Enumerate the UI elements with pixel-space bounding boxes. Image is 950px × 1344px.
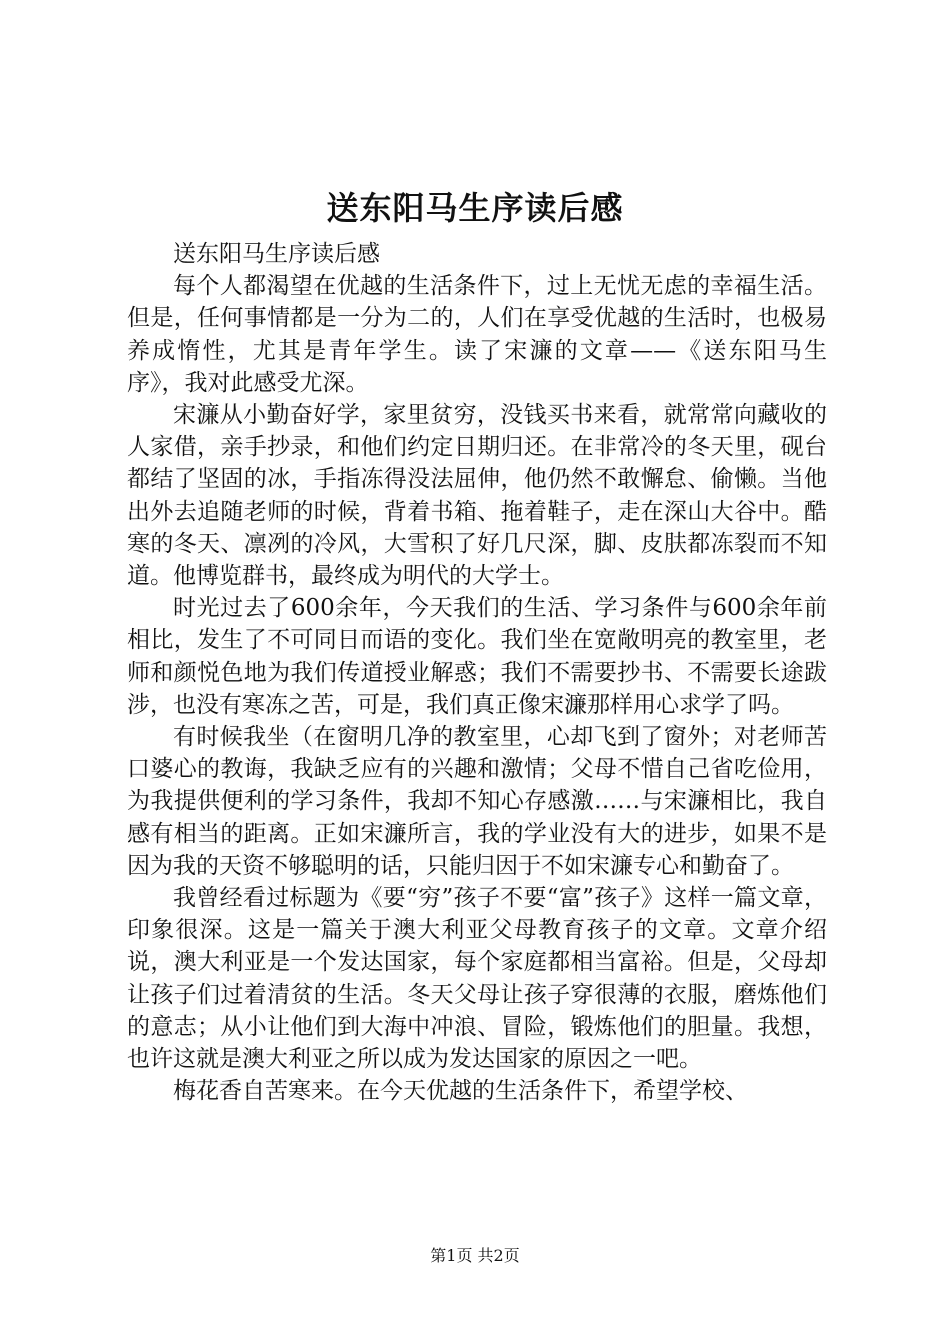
paragraph-subtitle: 送东阳马生序读后感 — [173, 241, 380, 267]
paragraph: 梅花香自苦寒来。在今天优越的生活条件下，希望学校、 — [173, 1078, 748, 1105]
document-title: 送东阳马生序读后感 — [326, 189, 624, 227]
paragraph: 宋濂从小勤奋好学，家里贫穷，没钱买书来看，就常常向藏收的人家借，亲手抄录，和他们约定日期归还。在非常冷的冬天里，砚台都结了坚固的冰，手指冻得没法屈伸，他仍然不敢懈怠、偷懒。当他出外去追随老师的时候，背着书箱、拖着鞋子，走在深山大谷中。酷寒的冬天、凛冽的冷风，大雪积了好几尺深，脚、皮肤都冻裂而不知道。他博览群书，最终成为明代的大学士。 — [127, 402, 827, 590]
paragraph: 时光过去了600余年，今天我们的生活、学习条件与600余年前相比，发生了不可同日而语的变化。我们坐在宽敞明亮的教室里，老师和颜悦色地为我们传道授业解惑；我们不需要抄书、不需要长途跋涉，也没有寒冻之苦，可是，我们真正像宋濂那样用心求学了吗。 — [127, 595, 827, 718]
page-footer: 第1页 共2页 — [430, 1246, 520, 1265]
paragraph: 我曾经看过标题为《要“穷”孩子不要“富”孩子》这样一篇文章，印象很深。这是一篇关于澳大利亚父母教育孩子的文章。文章介绍说，澳大利亚是一个发达国家，每个家庭都相当富裕。但是，父母却让孩子们过着清贫的生活。冬天父母让孩子穿很薄的衣服，磨炼他们的意志；从小让他们到大海中冲浪、冒险，锻炼他们的胆量。我想，也许这就是澳大利亚之所以成为发达国家的原因之一吧。 — [127, 885, 827, 1073]
document-body — [127, 238, 827, 1107]
paragraph: 每个人都渴望在优越的生活条件下，过上无忧无虑的幸福生活。但是，任何事情都是一分为二的，人们在享受优越的生活时，也极易养成惰性，尤其是青年学生。读了宋濂的文章——《送东阳马生序》，我对此感受尤深。 — [127, 273, 827, 396]
paragraph: 有时候我坐（在窗明几净的教室里，心却飞到了窗外；对老师苦口婆心的教诲，我缺乏应有的兴趣和激情；父母不惜自己省吃俭用，为我提供便利的学习条件，我却不知心存感激……与宋濂相比，我自感有相当的距离。正如宋濂所言，我的学业没有大的进步，如果不是因为我的天资不够聪明的话，只能归因于不如宋濂专心和勤奋了。 — [127, 724, 827, 879]
